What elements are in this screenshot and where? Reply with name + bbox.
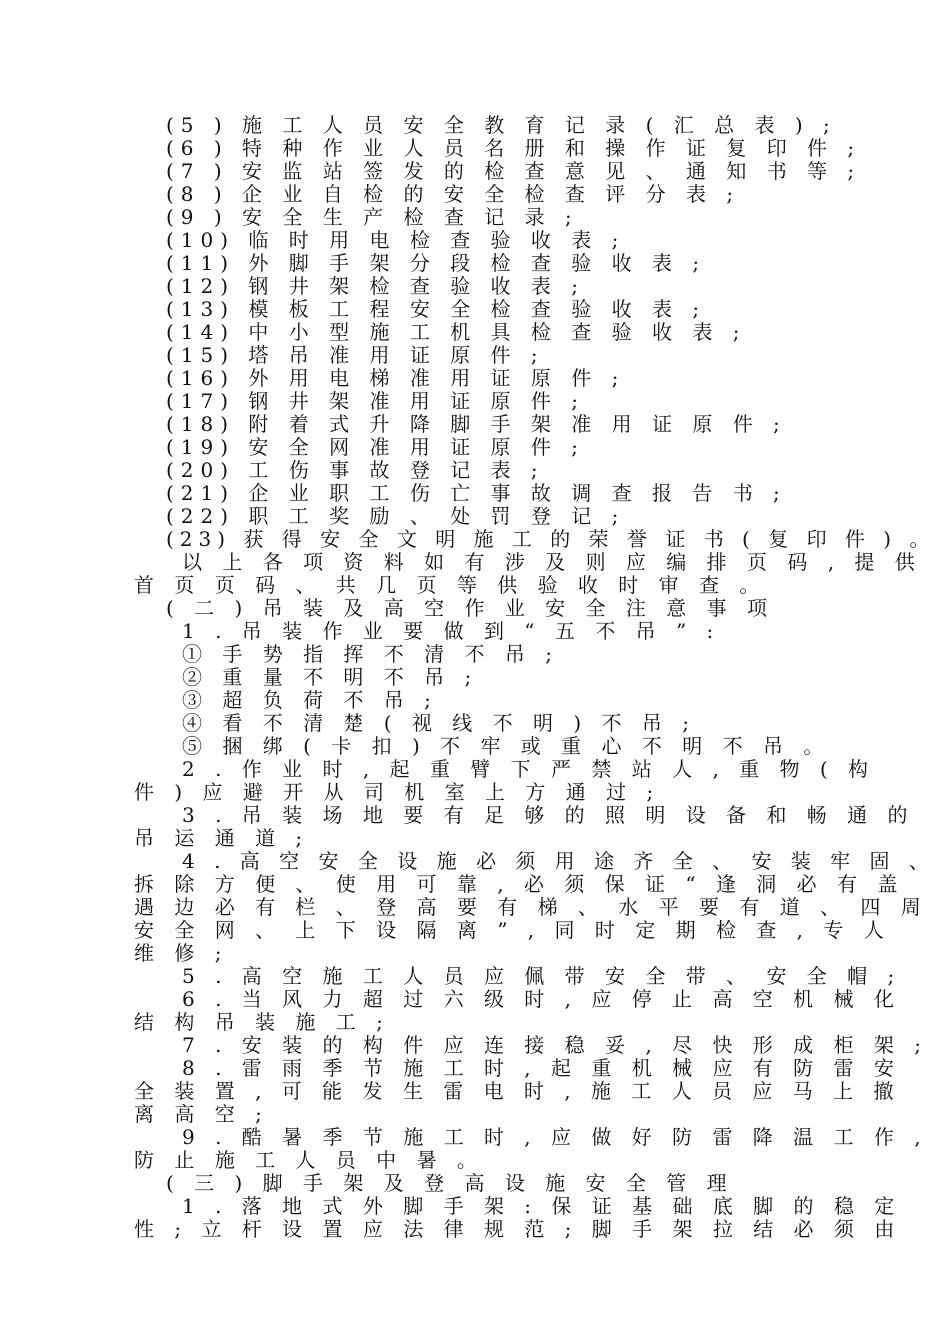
paragraph-line: 维 修 ; — [134, 941, 229, 965]
list-item-18: (18) 附 着 式 升 降 脚 手 架 准 用 证 原 件 ; — [166, 412, 787, 436]
list-item-9: (9 ) 安 全 生 产 检 查 记 录 ; — [166, 205, 579, 229]
paragraph-line: 首 页 页 码 、 共 几 页 等 供 验 收 时 审 查 。 — [134, 573, 767, 597]
sub-item-3: ③ 超 负 荷 不 吊 ; — [182, 688, 438, 712]
paragraph-line: 8 . 雷 雨 季 节 施 工 时 , 起 重 机 械 应 有 防 雷 安 — [182, 1056, 901, 1080]
list-item-5: (5 ) 施 工 人 员 安 全 教 育 记 录 ( 汇 总 表 ) ; — [166, 113, 837, 137]
paragraph-line: 件 ) 应 避 开 从 司 机 室 上 方 通 过 ; — [134, 780, 661, 804]
paragraph-line: 3 . 吊 装 场 地 要 有 足 够 的 照 明 设 备 和 畅 通 的 — [182, 803, 915, 827]
list-item-23: (23) 获 得 安 全 文 明 施 工 的 荣 誉 证 书 ( 复 印 件 ) 。 — [166, 527, 936, 551]
paragraph-line: 5 . 高 空 施 工 人 员 应 佩 带 安 全 带 、 安 全 帽 ; — [182, 964, 902, 988]
list-item-10: (10) 临 时 用 电 检 查 验 收 表 ; — [166, 228, 626, 252]
list-item-22: (22) 职 工 奖 励 、 处 罚 登 记 ; — [166, 504, 626, 528]
list-item-7: (7 ) 安 监 站 签 发 的 检 查 意 见 、 通 知 书 等 ; — [166, 159, 862, 183]
paragraph-line: 1 . 吊 装 作 业 要 做 到 “ 五 不 吊 ” : — [182, 619, 721, 643]
sub-item-4: ④ 看 不 清 楚 ( 视 线 不 明 ) 不 吊 ; — [182, 711, 696, 735]
list-item-13: (13) 模 板 工 程 安 全 检 查 验 收 表 ; — [166, 297, 707, 321]
list-item-17: (17) 钢 井 架 准 用 证 原 件 ; — [166, 389, 586, 413]
paragraph-line: 6 . 当 风 力 超 过 六 级 时 , 应 停 止 高 空 机 械 化 — [182, 987, 901, 1011]
list-item-12: (12) 钢 井 架 检 查 验 收 表 ; — [166, 274, 586, 298]
section-heading: ( 三 ) 脚 手 架 及 登 高 设 施 安 全 管 理 — [166, 1171, 734, 1195]
paragraph-line: 2 . 作 业 时 , 起 重 臂 下 严 禁 站 人 , 重 物 ( 构 — [182, 757, 876, 781]
sub-item-1: ① 手 势 指 挥 不 清 不 吊 ; — [182, 642, 559, 666]
list-item-19: (19) 安 全 网 准 用 证 原 件 ; — [166, 435, 586, 459]
paragraph-line: 7 . 安 装 的 构 件 应 连 接 稳 妥 , 尽 快 形 成 柜 架 ; — [182, 1033, 928, 1057]
paragraph-line: 吊 运 通 道 ; — [134, 826, 310, 850]
sub-item-2: ② 重 量 不 明 不 吊 ; — [182, 665, 479, 689]
list-item-15: (15) 塔 吊 准 用 证 原 件 ; — [166, 343, 545, 367]
paragraph-line: 离 高 空 ; — [134, 1102, 269, 1126]
paragraph-line: 全 装 置 , 可 能 发 生 雷 电 时 , 施 工 人 员 应 马 上 撤 — [134, 1079, 901, 1103]
list-item-21: (21) 企 业 职 工 伤 亡 事 故 调 查 报 告 书 ; — [166, 481, 787, 505]
paragraph-line: 以 上 各 项 资 料 如 有 涉 及 则 应 编 排 页 码 , 提 供 — [182, 550, 922, 574]
paragraph-line: 结 构 吊 装 施 工 ; — [134, 1010, 390, 1034]
paragraph-line: 1 . 落 地 式 外 脚 手 架 : 保 证 基 础 底 脚 的 稳 定 — [182, 1194, 902, 1218]
list-item-11: (11) 外 脚 手 架 分 段 检 查 验 收 表 ; — [166, 251, 707, 275]
paragraph-line: 9 . 酷 暑 季 节 施 工 时 , 应 做 好 防 雷 降 温 工 作 , — [182, 1125, 928, 1149]
list-item-14: (14) 中 小 型 施 工 机 具 检 查 验 收 表 ; — [166, 320, 747, 344]
paragraph-line: 安 全 网 、 上 下 设 隔 离 ” , 同 时 定 期 检 查 , 专 人 — [134, 918, 891, 942]
list-item-20: (20) 工 伤 事 故 登 记 表 ; — [166, 458, 545, 482]
list-item-16: (16) 外 用 电 梯 准 用 证 原 件 ; — [166, 366, 626, 390]
paragraph-line: 防 止 施 工 人 员 中 暑 。 — [134, 1148, 484, 1172]
list-item-6: (6 ) 特 种 作 业 人 员 名 册 和 操 作 证 复 印 件 ; — [166, 136, 862, 160]
section-heading: ( 二 ) 吊 装 及 高 空 作 业 安 全 注 意 事 项 — [166, 596, 774, 620]
paragraph-line: 遇 边 必 有 栏 、 登 高 要 有 梯 、 水 平 要 有 道 、 四 周 — [134, 895, 928, 919]
paragraph-line: 拆 除 方 便 、 使 用 可 靠 , 必 须 保 证 “ 逢 洞 必 有 盖 — [134, 872, 905, 896]
paragraph-line: 4 . 高 空 安 全 设 施 必 须 用 途 齐 全 、 安 装 牢 固 、 — [182, 849, 936, 873]
sub-item-5: ⑤ 捆 绑 ( 卡 扣 ) 不 牢 或 重 心 不 明 不 吊 。 — [182, 734, 831, 758]
paragraph-line: 性 ; 立 杆 设 置 应 法 律 规 范 ; 脚 手 架 拉 结 必 须 由 — [134, 1217, 902, 1241]
list-item-8: (8 ) 企 业 自 检 的 安 全 检 查 评 分 表 ; — [166, 182, 741, 206]
